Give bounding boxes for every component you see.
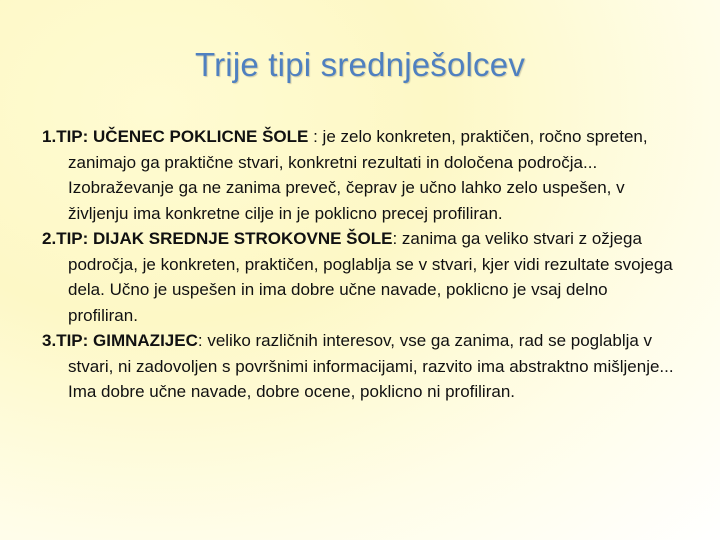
item-text: zanima ga veliko stvari z ožjega področja, je konkreten, praktičen, poglablja se v stvari, kjer vidi rezultate svojega dela. Učno je uspešen in ima dobre učne navade, poklicno je vsaj delno profiliran. <box>68 229 673 325</box>
list-item-1 <box>42 124 682 226</box>
item-text: je zelo konkreten, praktičen, ročno spreten, zanimajo ga praktične stvari, konkretni rezultati in določena področja... Izobraževanje ga ne zanima preveč, čeprav je učno lahko zelo uspešen, v življenju ima konkretne cilje in je poklicno precej profiliran. <box>68 127 648 223</box>
item-heading: TIP: UČENEC POKLICNE ŠOLE <box>56 127 309 146</box>
item-number: 3. <box>42 331 57 350</box>
item-text: veliko različnih interesov, vse ga zanima, rad se poglablja v stvari, ni zadovoljen s površnimi informacijami, razvito ima abstraktno mišljenje... Ima dobre učne navade, dobre ocene, poklicno ni profiliran. <box>68 331 674 401</box>
item-number: 1. <box>42 127 57 146</box>
item-separator: : <box>308 127 323 146</box>
slide-content <box>42 124 682 405</box>
slide-title: Trije tipi srednješolcev <box>194 46 526 83</box>
item-heading: TIP: GIMNAZIJEC <box>56 331 198 350</box>
list-item-3 <box>42 328 682 405</box>
item-heading: TIP: DIJAK SREDNJE STROKOVNE ŠOLE <box>56 229 393 248</box>
list-item-2 <box>42 226 682 328</box>
item-separator: : <box>392 229 402 248</box>
item-separator: : <box>197 331 208 350</box>
item-number: 2. <box>42 229 57 248</box>
